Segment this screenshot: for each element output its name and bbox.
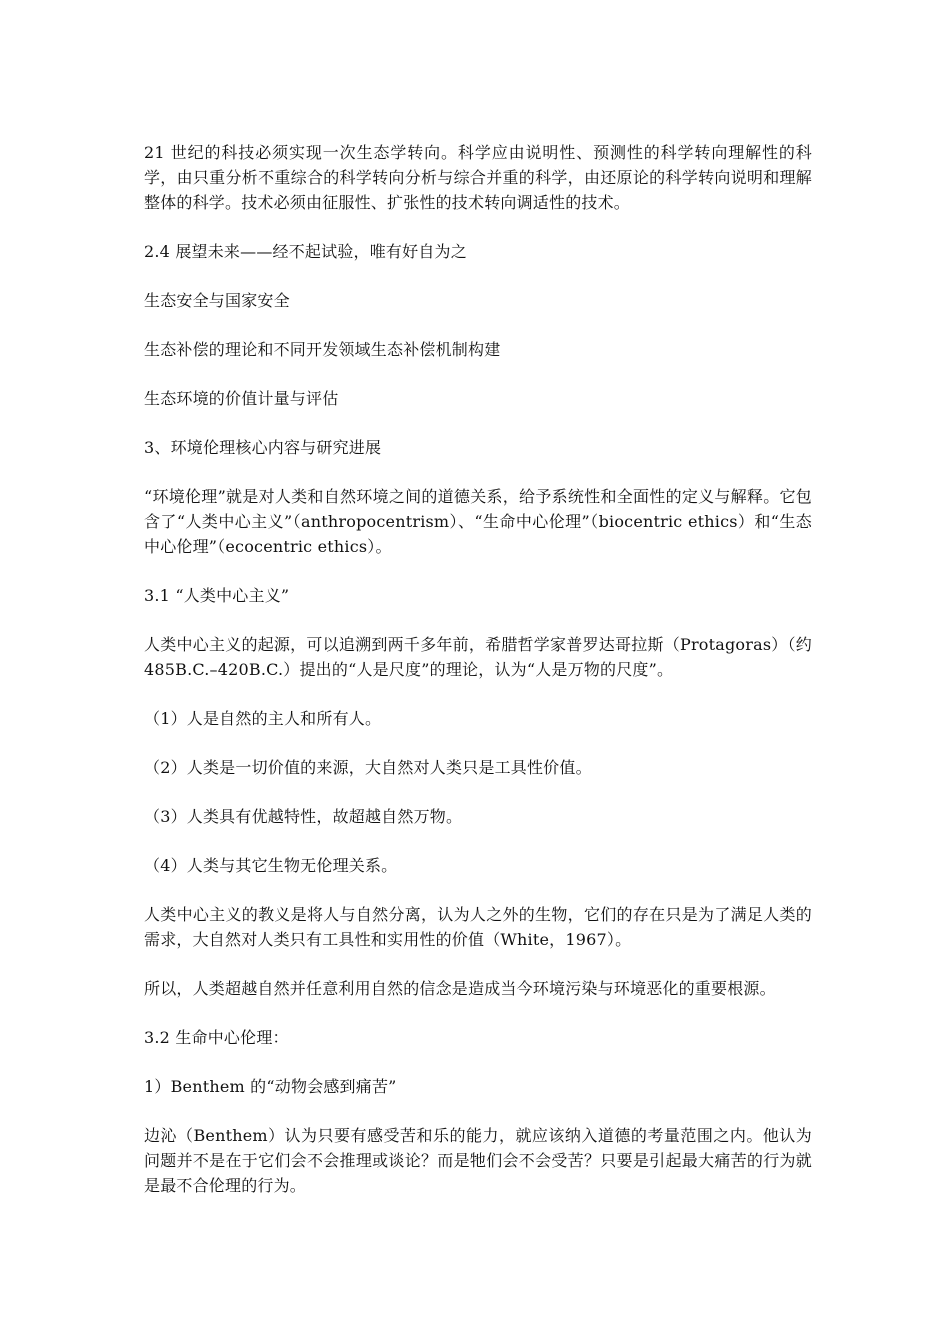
paragraph-environmental-ethics-definition: “环境伦理”就是对人类和自然环境之间的道德关系，给予系统性和全面性的定义与解释。它包含了“人类中心主义”（anthropocentrism）、“生命中心伦理”（biocentric ethics）和“生态中心伦理”（ecocentric ethics）。 xyxy=(144,487,812,556)
heading-3: 3、环境伦理核心内容与研究进展 xyxy=(144,438,382,457)
list-item-4: （4）人类与其它生物无伦理关系。 xyxy=(144,856,398,875)
paragraph-benthem: 边沁（Benthem）认为只要有感受苦和乐的能力，就应该纳入道德的考量范围之内。他认为问题并不是在于它们会不会推理或谈论？而是牠们会不会受苦？只要是引起最大痛苦的行为就是最不合伦理的行为。 xyxy=(144,1126,812,1195)
heading-3-2: 3.2 生命中心伦理： xyxy=(144,1028,289,1047)
heading-3-1: 3.1 “人类中心主义” xyxy=(144,586,290,605)
document-body xyxy=(144,140,812,1222)
subheading-benthem: 1）Benthem 的“动物会感到痛苦” xyxy=(144,1077,397,1096)
heading-2-4: 2.4 展望未来——经不起试验，唯有好自为之 xyxy=(144,242,467,261)
list-item-1: （1）人是自然的主人和所有人。 xyxy=(144,709,382,728)
paragraph-ecological-turn: 21 世纪的科技必须实现一次生态学转向。科学应由说明性、预测性的科学转向理解性的科学，由只重分析不重综合的科学转向分析与综合并重的科学，由还原论的科学转向说明和理解整体的科学。技术必须由征服性、扩张性的技术转向调适性的技术。 xyxy=(144,143,812,212)
list-item-ecological-security: 生态安全与国家安全 xyxy=(144,291,290,310)
list-item-3: （3）人类具有优越特性，故超越自然万物。 xyxy=(144,807,463,826)
paragraph-anthropocentrism-doctrine: 人类中心主义的教义是将人与自然分离，认为人之外的生物，它们的存在只是为了满足人类的需求，大自然对人类只有工具性和实用性的价值（White，1967）。 xyxy=(144,905,812,949)
list-item-value-assessment: 生态环境的价值计量与评估 xyxy=(144,389,339,408)
list-item-2: （2）人类是一切价值的来源，大自然对人类只是工具性价值。 xyxy=(144,758,592,777)
list-item-ecological-compensation: 生态补偿的理论和不同开发领域生态补偿机制构建 xyxy=(144,340,501,359)
paragraph-anthropocentrism-origin: 人类中心主义的起源，可以追溯到两千多年前，希腊哲学家普罗达哥拉斯（Protagoras）（约 485B.C.–420B.C.）提出的“人是尺度”的理论，认为“人是万物的尺度”。 xyxy=(144,635,812,679)
paragraph-conclusion: 所以，人类超越自然并任意利用自然的信念是造成当今环境污染与环境恶化的重要根源。 xyxy=(144,979,776,998)
